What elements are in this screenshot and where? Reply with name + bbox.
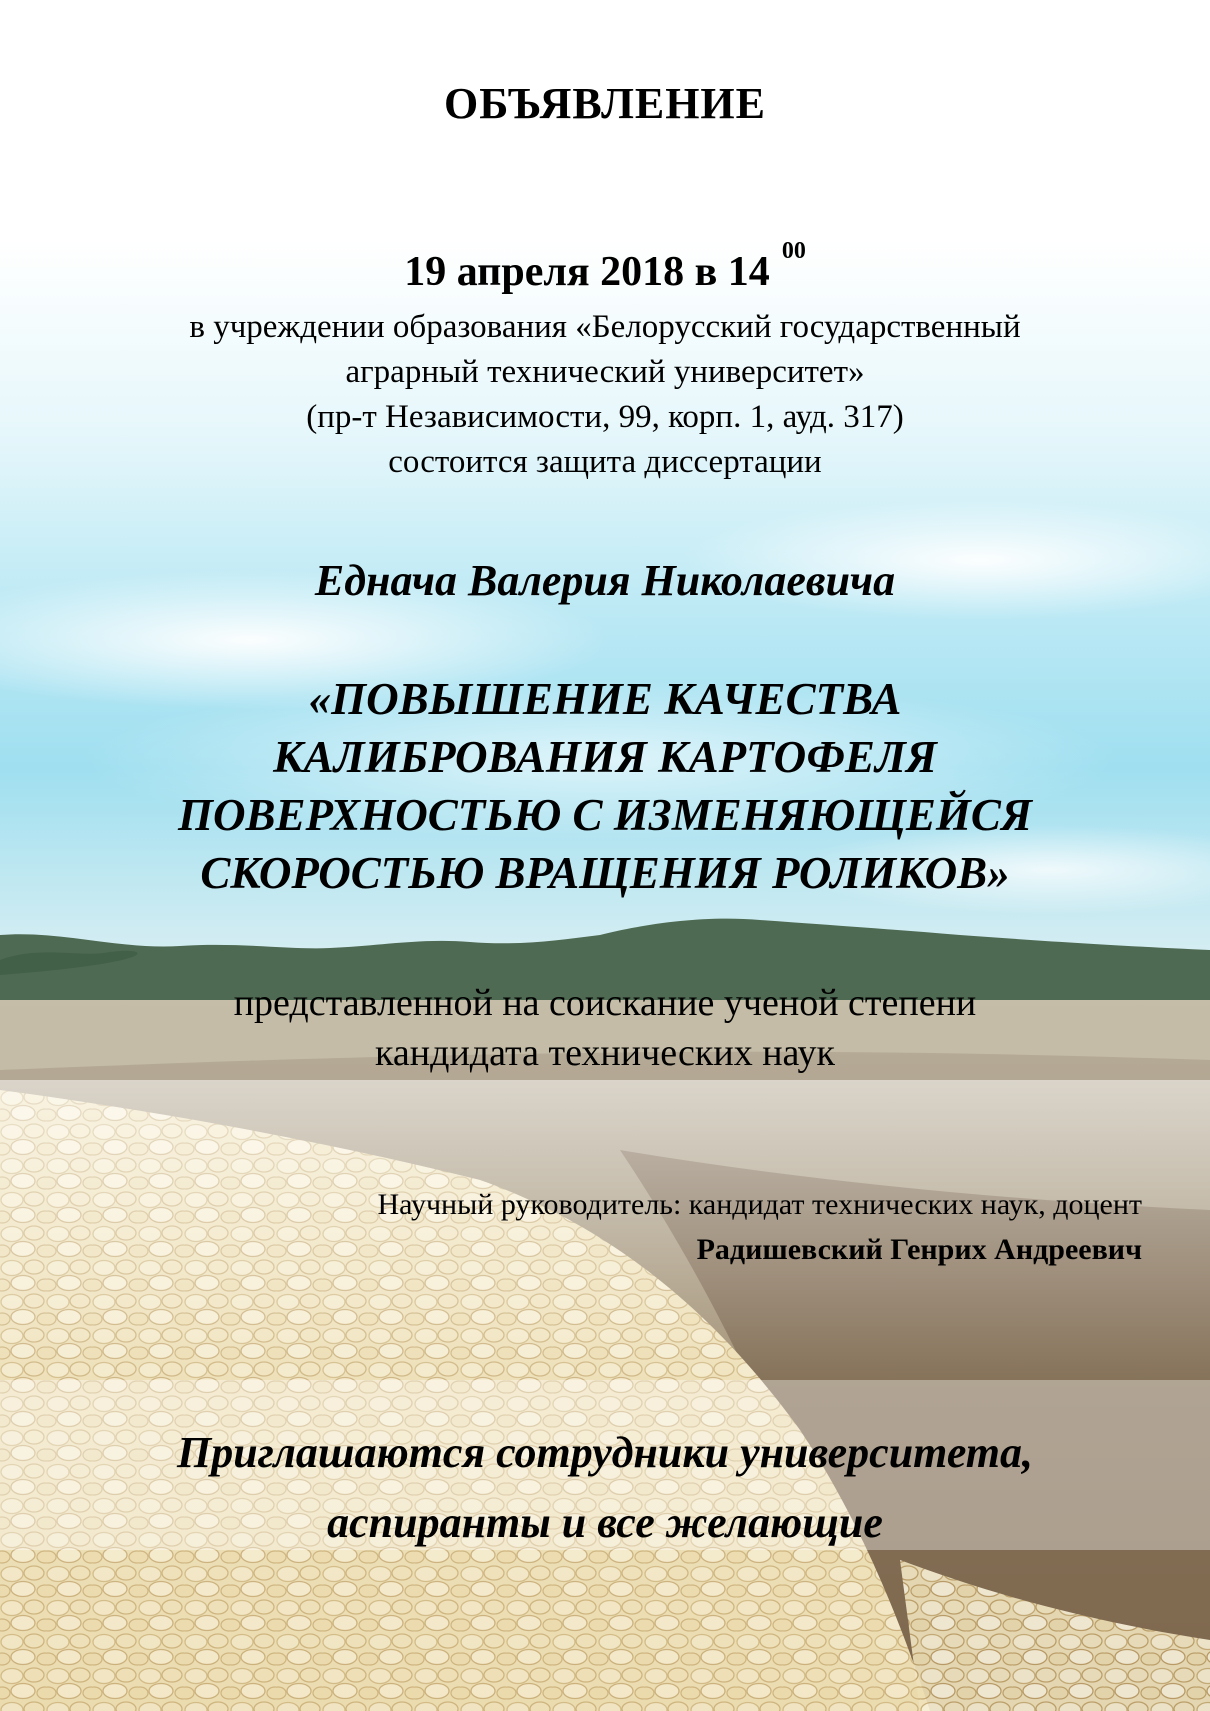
venue-line: аграрный технический университет» — [345, 354, 865, 390]
defense-date-main: 19 апреля 2018 в 14 — [404, 249, 770, 295]
venue-address: (пр-т Независимости, 99, корп. 1, ауд. 317) — [306, 399, 904, 435]
author-name: Еднача Валерия Николаевича — [314, 556, 896, 605]
invitation-line: Приглашаются сотрудники университета, — [176, 1428, 1033, 1477]
venue-line: состоится защита диссертации — [388, 444, 822, 480]
page-title: ОБЪЯВЛЕНИЕ — [443, 79, 767, 128]
defense-date — [0, 238, 1210, 296]
supervisor-label: Научный руководитель: кандидат технических наук, доцент — [377, 1188, 1142, 1221]
dissertation-title-line: «ПОВЫШЕНИЕ КАЧЕСТВА — [308, 674, 902, 724]
venue-line: в учреждении образования «Белорусский государственный — [189, 309, 1021, 345]
dissertation-title-line: ПОВЕРХНОСТЬЮ С ИЗМЕНЯЮЩЕЙСЯ — [178, 790, 1032, 840]
dissertation-title-line: КАЛИБРОВАНИЯ КАРТОФЕЛЯ — [273, 732, 937, 782]
dissertation-title-line: СКОРОСТЬЮ ВРАЩЕНИЯ РОЛИКОВ» — [200, 848, 1010, 898]
degree-line: кандидата технических наук — [375, 1032, 835, 1074]
invitation-line: аспиранты и все желающие — [327, 1498, 883, 1547]
defense-time-minutes: 00 — [781, 238, 806, 264]
supervisor-name: Радишевский Генрих Андреевич — [696, 1233, 1142, 1266]
degree-line: представленной на соискание ученой степени — [233, 982, 977, 1024]
